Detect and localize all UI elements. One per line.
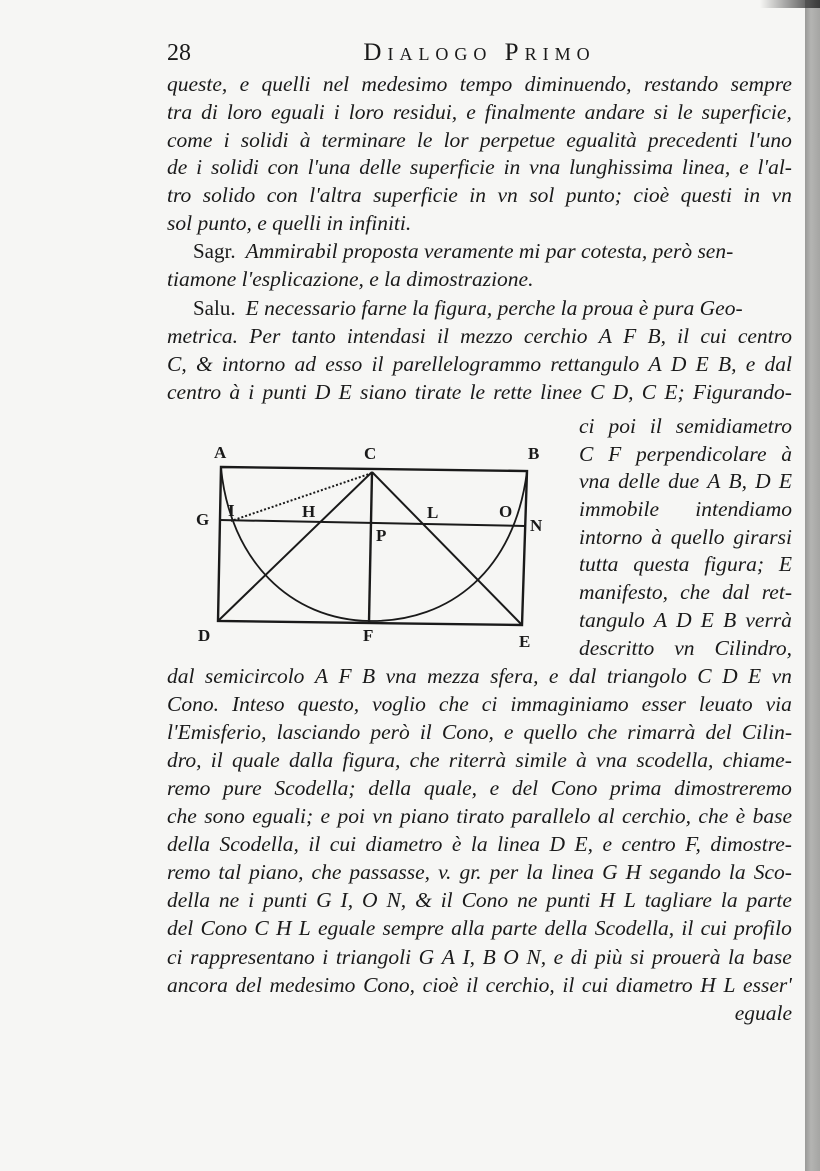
- side-text-line: tangulo A D E B verrà: [579, 608, 792, 632]
- text-line: della Scodella, il cui diametro è la linea D E, e centro F, dimostre-: [167, 832, 792, 856]
- text-line: l'Emisferio, lasciando però il Cono, e quello che rimarrà del Cilin-: [167, 720, 792, 744]
- text-line: tiamone l'esplicazione, e la dimostrazione.: [167, 267, 534, 291]
- page-number: 28: [167, 40, 191, 66]
- speaker-salu: Salu.: [193, 296, 236, 320]
- side-text-line: tutta questa figura; E: [579, 552, 792, 576]
- running-header: [167, 38, 792, 68]
- text-line: metrica. Per tanto intendasi il mezzo cerchio A F B, il cui centro: [167, 324, 792, 348]
- text-line: tra di loro eguali i loro residui, e finalmente andare si le superficie,: [167, 100, 792, 124]
- catchword: eguale: [734, 1001, 792, 1025]
- side-text-line: intorno à quello girarsi: [579, 525, 792, 549]
- figure-drawing: [190, 440, 570, 660]
- side-text-line: vna delle due A B, D E: [579, 469, 792, 493]
- figure-label-l: L: [427, 503, 439, 522]
- figure-label-b: B: [528, 444, 540, 463]
- text-line: Cono. Inteso questo, voglio che ci immaginiamo esser leuato via: [167, 692, 792, 716]
- side-text-line: manifesto, che dal ret-: [579, 580, 792, 604]
- text-line: queste, e quelli nel medesimo tempo diminuendo, restando sempre: [167, 72, 792, 96]
- speech-salu: [167, 294, 792, 322]
- figure-label-g: G: [196, 510, 210, 529]
- geometry-figure: [190, 440, 570, 660]
- text-line: centro à i punti D E siano tirate le rette linee C D, C E; Figurando-: [167, 380, 792, 404]
- text-line: dro, il quale dalla figura, che riterrà simile à vna scodella, chiame-: [167, 748, 792, 772]
- speech-sagr: [167, 237, 792, 265]
- figure-label-i: I: [228, 501, 235, 520]
- figure-label-c: C: [364, 444, 377, 463]
- running-title: Dialogo Primo: [363, 39, 596, 66]
- text-line: tro solido con l'altra superficie in vn sol punto; cioè questi in vn: [167, 183, 792, 207]
- figure-label-h: H: [302, 502, 316, 521]
- figure-label-p: P: [376, 526, 387, 545]
- text-line: remo tal piano, che passasse, v. gr. per la linea G H segando la Sco-: [167, 860, 792, 884]
- text-line: remo pure Scodella; della quale, e del Cono prima dimostreremo: [167, 776, 792, 800]
- figure-label-a: A: [214, 443, 227, 462]
- scan-shadow: [760, 0, 820, 8]
- speaker-sagr: Sagr.: [193, 239, 236, 263]
- side-text-line: ci poi il semidiametro: [579, 414, 792, 438]
- text-line: del Cono C H L eguale sempre alla parte della Scodella, il cui profilo: [167, 916, 792, 940]
- side-text-line: immobile intendiamo: [579, 497, 792, 521]
- figure-label-e: E: [519, 632, 531, 651]
- text-line: Ammirabil proposta veramente mi par cotesta, però sen-: [245, 239, 734, 263]
- text-line: come i solidi à terminare le lor perpetue egualità precedenti l'uno: [167, 128, 792, 152]
- text-line: della ne i punti G I, O N, & il Cono ne punti H L tagliare la parte: [167, 888, 792, 912]
- text-line: C, & intorno ad esso il parellelogrammo rettangulo A D E B, e dal: [167, 352, 792, 376]
- figure-label-n: N: [530, 516, 543, 535]
- text-line: E necessario farne la figura, perche la proua è pura Geo-: [245, 296, 743, 320]
- text-line: che sono eguali; e poi vn piano tirato parallelo al cerchio, che è base: [167, 804, 792, 828]
- text-line: de i solidi con l'una delle superficie in vna lunghissima linea, e l'al-: [167, 155, 792, 179]
- text-line: sol punto, e quelli in infiniti.: [167, 211, 412, 235]
- figure-label-o: O: [499, 502, 513, 521]
- text-line: ancora del medesimo Cono, cioè il cerchio, il cui diametro H L esser': [167, 973, 792, 997]
- figure-label-f: F: [363, 626, 374, 645]
- figure-label-d: D: [198, 626, 211, 645]
- text-line: ci rappresentano i triangoli G A I, B O N, e di più si prouerà la base: [167, 945, 792, 969]
- side-text-line: descritto vn Cilindro,: [579, 636, 792, 660]
- page-edge: [805, 0, 820, 1171]
- text-line: dal semicircolo A F B vna mezza sfera, e dal triangolo C D E vn: [167, 664, 792, 688]
- side-text-line: C F perpendicolare à: [579, 442, 792, 466]
